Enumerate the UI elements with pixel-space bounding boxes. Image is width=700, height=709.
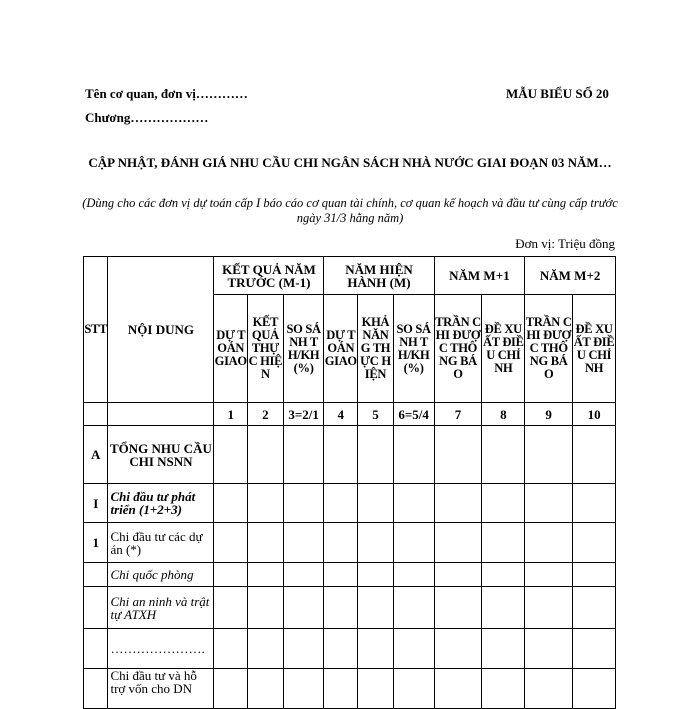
row-content: Chi quốc phòng xyxy=(108,563,214,587)
header-content: NỘI DUNG xyxy=(108,257,214,403)
subheader-col-2: KẾT QUẢ THỰC HIỆN xyxy=(248,295,284,403)
table-row xyxy=(84,669,616,709)
row-content: TỔNG NHU CẦU CHI NSNN xyxy=(108,426,214,484)
budget-table xyxy=(83,256,616,709)
table-row xyxy=(84,587,616,629)
col-number-8: 8 xyxy=(482,403,525,426)
document-title: CẬP NHẬT, ĐÁNH GIÁ NHU CẦU CHI NGÂN SÁCH NHÀ NƯỚC GIAI ĐOẠN 03 NĂM… xyxy=(88,155,612,170)
number-row-content xyxy=(108,403,214,426)
table-row xyxy=(84,523,616,563)
col-number-10: 10 xyxy=(573,403,616,426)
row-stt xyxy=(84,629,108,669)
group-header-prev-year: KẾT QUẢ NĂM TRƯỚC (M-1) xyxy=(214,257,324,295)
row-stt: A xyxy=(84,426,108,484)
org-name-line: Tên cơ quan, đơn vị………… xyxy=(85,86,248,101)
row-stt xyxy=(84,563,108,587)
subheader-col-7: TRẦN CHI ĐƯỢC THÔNG BÁO xyxy=(434,295,482,403)
group-header-year-m2: NĂM M+2 xyxy=(525,257,616,295)
row-stt xyxy=(84,669,108,709)
subheader-col-4: DỰ TOÁN GIAO xyxy=(324,295,358,403)
document-subtitle: (Dùng cho các đơn vị dự toán cấp I báo cáo cơ quan tài chính, cơ quan kế hoạch và đầu tư cùng cấp trước ngày 31/3 hằng năm) xyxy=(82,196,618,225)
subheader-col-5: KHẢ NĂNG THỰC HIỆN xyxy=(358,295,394,403)
subheader-col-1: DỰ TOÁN GIAO xyxy=(214,295,248,403)
col-number-1: 1 xyxy=(214,403,248,426)
group-header-current-year: NĂM HIỆN HÀNH (M) xyxy=(324,257,434,295)
col-number-2: 2 xyxy=(248,403,284,426)
group-header-year-m1: NĂM M+1 xyxy=(434,257,525,295)
col-number-6: 6=5/4 xyxy=(393,403,434,426)
row-content: Chi an ninh và trật tự ATXH xyxy=(108,587,214,629)
subheader-col-6: SO SÁNH TH/KH (%) xyxy=(393,295,434,403)
col-number-9: 9 xyxy=(525,403,573,426)
subheader-col-3: SO SÁNH TH/KH (%) xyxy=(283,295,324,403)
col-number-4: 4 xyxy=(324,403,358,426)
table-row xyxy=(84,484,616,523)
subheader-col-9: TRẦN CHI ĐƯỢC THÔNG BÁO xyxy=(525,295,573,403)
row-stt: I xyxy=(84,484,108,523)
table-row xyxy=(84,629,616,669)
table-row xyxy=(84,426,616,484)
row-stt: 1 xyxy=(84,523,108,563)
subheader-col-8: ĐỀ XUẤT ĐIỀU CHỈNH xyxy=(482,295,525,403)
row-content: Chi đầu tư và hỗ trợ vốn cho DN xyxy=(108,669,214,709)
row-content: …………………. xyxy=(108,629,214,669)
row-content: Chi đầu tư phát triển (1+2+3) xyxy=(108,484,214,523)
row-content: Chi đầu tư các dự án (*) xyxy=(108,523,214,563)
col-number-7: 7 xyxy=(434,403,482,426)
chapter-line: Chương……………… xyxy=(85,110,209,125)
header-stt: STT xyxy=(84,257,108,403)
row-stt xyxy=(84,587,108,629)
col-number-3: 3=2/1 xyxy=(283,403,324,426)
unit-label: Đơn vị: Triệu đồng xyxy=(515,236,615,251)
number-row-stt xyxy=(84,403,108,426)
col-number-5: 5 xyxy=(358,403,394,426)
form-number: MẪU BIỂU SỐ 20 xyxy=(506,86,609,101)
subheader-col-10: ĐỀ XUẤT ĐIỀU CHỈNH xyxy=(573,295,616,403)
table-row xyxy=(84,563,616,587)
